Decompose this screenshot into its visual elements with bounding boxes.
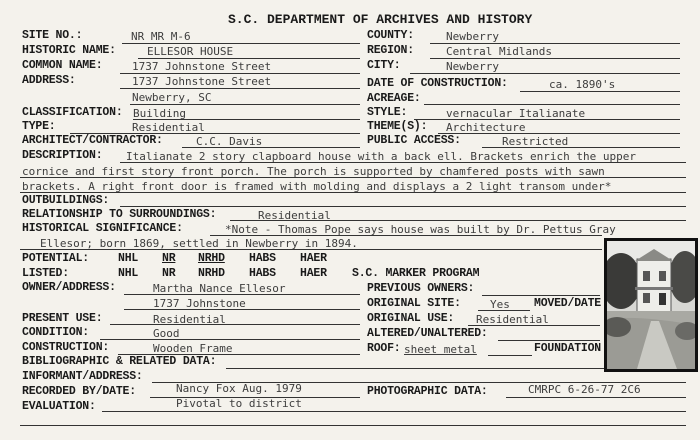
evaluation-value: Pivotal to district: [176, 397, 302, 410]
potential-nrhd: NRHD: [198, 252, 225, 265]
county-label: COUNTY:: [367, 29, 414, 42]
site-no-label: SITE NO.:: [22, 29, 83, 42]
public-access-value: Restricted: [502, 135, 569, 148]
previous-owners-label: PREVIOUS OWNERS:: [367, 282, 475, 295]
owner-label: OWNER/ADDRESS:: [22, 281, 116, 294]
foundation-label: FOUNDATION: [534, 342, 602, 355]
address-label: ADDRESS:: [22, 74, 76, 87]
original-site-label: ORIGINAL SITE:: [367, 297, 461, 310]
region-value: Central Midlands: [446, 45, 552, 58]
condition-value: Good: [153, 327, 180, 340]
marker-program-label: S.C. MARKER PROGRAM: [352, 267, 480, 280]
house-photo-image: [607, 241, 695, 369]
condition-label: CONDITION:: [22, 326, 90, 339]
common-name-value: 1737 Johnstone Street: [132, 60, 272, 73]
historic-name-value: ELLESOR HOUSE: [147, 45, 234, 58]
listed-nr: NR: [162, 267, 176, 280]
present-use-value: Residential: [153, 313, 226, 326]
owner-line1: Martha Nance Ellesor: [153, 282, 286, 295]
form-title: S.C. DEPARTMENT OF ARCHIVES AND HISTORY: [228, 12, 533, 27]
architect-value: C.C. Davis: [196, 135, 263, 148]
type-label: TYPE:: [22, 120, 56, 133]
site-no-value: NR MR M-6: [131, 30, 191, 43]
house-photograph: [604, 238, 698, 372]
theme-value: Architecture: [446, 121, 526, 134]
potential-haer: HAER: [300, 252, 327, 265]
recorded-label: RECORDED BY/DATE:: [22, 385, 136, 398]
county-value: Newberry: [446, 30, 499, 43]
informant-label: INFORMANT/ADDRESS:: [22, 370, 143, 383]
recorded-value: Nancy Fox Aug. 1979: [176, 382, 302, 395]
style-value: vernacular Italianate: [446, 107, 586, 120]
significance-line1: *Note - Thomas Pope says house was built by Dr. Pettus Gray: [225, 223, 616, 236]
altered-label: ALTERED/UNALTERED:: [367, 327, 488, 340]
date-construction-label: DATE OF CONSTRUCTION:: [367, 77, 508, 90]
description-line1: Italianate 2 story clapboard house with a back ell. Brackets enrich the upper: [126, 150, 636, 163]
address-line2: Newberry, SC: [132, 91, 212, 104]
significance-label: HISTORICAL SIGNIFICANCE:: [22, 222, 183, 235]
theme-label: THEME(S):: [367, 120, 428, 133]
construction-label: CONSTRUCTION:: [22, 341, 110, 354]
description-line2: cornice and first story front porch. The porch is supported by chamfered posts with sawn: [22, 165, 605, 178]
region-label: REGION:: [367, 44, 414, 57]
potential-nr: NR: [162, 252, 176, 265]
listed-nhl: NHL: [118, 267, 139, 280]
architect-label: ARCHITECT/CONTRACTOR:: [22, 134, 163, 147]
significance-line2: Ellesor; born 1869, settled in Newberry in 1894.: [40, 237, 358, 250]
original-site-value: Yes: [490, 298, 510, 311]
owner-line2: 1737 Johnstone: [153, 297, 246, 310]
photographic-label: PHOTOGRAPHIC DATA:: [367, 385, 488, 398]
listed-haer: HAER: [300, 267, 327, 280]
roof-value: sheet metal: [404, 343, 477, 356]
present-use-label: PRESENT USE:: [22, 312, 103, 325]
listed-label: LISTED:: [22, 267, 69, 280]
style-label: STYLE:: [367, 106, 408, 119]
classification-value: Building: [133, 107, 186, 120]
date-construction-value: ca. 1890's: [549, 78, 616, 91]
bibliographic-label: BIBLIOGRAPHIC & RELATED DATA:: [22, 355, 217, 368]
original-use-label: ORIGINAL USE:: [367, 312, 455, 325]
listed-nrhd: NRHD: [198, 267, 225, 280]
historic-name-label: HISTORIC NAME:: [22, 44, 116, 57]
address-line1: 1737 Johnstone Street: [132, 75, 272, 88]
relationship-label: RELATIONSHIP TO SURROUNDINGS:: [22, 208, 217, 221]
common-name-label: COMMON NAME:: [22, 59, 103, 72]
public-access-label: PUBLIC ACCESS:: [367, 134, 461, 147]
potential-label: POTENTIAL:: [22, 252, 90, 265]
acreage-label: ACREAGE:: [367, 92, 421, 105]
city-value: Newberry: [446, 60, 499, 73]
construction-value: Wooden Frame: [153, 342, 233, 355]
outbuildings-label: OUTBUILDINGS:: [22, 194, 110, 207]
listed-habs: HABS: [249, 267, 276, 280]
potential-habs: HABS: [249, 252, 276, 265]
description-line3: brackets. A right front door is framed with molding and displays a 2 light transom under*: [22, 180, 612, 193]
evaluation-label: EVALUATION:: [22, 400, 96, 413]
moved-date-label: MOVED/DATE: [534, 297, 602, 310]
city-label: CITY:: [367, 59, 401, 72]
relationship-value: Residential: [258, 209, 331, 222]
potential-nhl: NHL: [118, 252, 139, 265]
original-use-value: Residential: [476, 313, 549, 326]
type-value: Residential: [132, 121, 205, 134]
description-label: DESCRIPTION:: [22, 149, 103, 162]
roof-label: ROOF:: [367, 342, 401, 355]
classification-label: CLASSIFICATION:: [22, 106, 123, 119]
photographic-value: CMRPC 6-26-77 2C6: [528, 383, 641, 396]
